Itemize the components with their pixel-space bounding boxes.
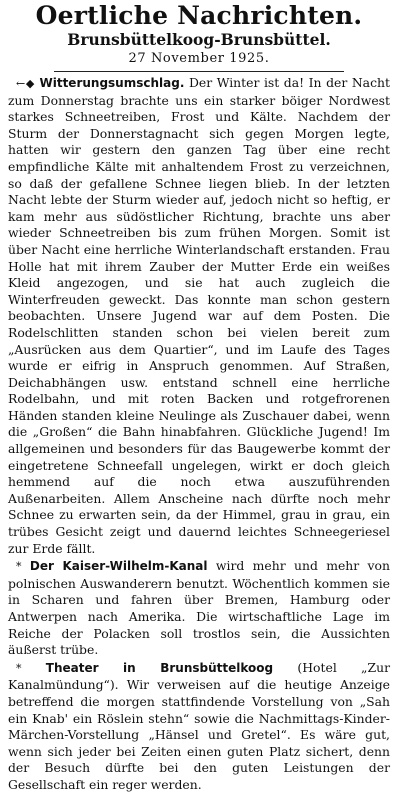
article-marker: ←◆ (16, 77, 35, 90)
article-marker: * (16, 560, 22, 574)
article-headline: Witterungsumschlag. (39, 76, 185, 90)
issue-date: 27 November 1925. (128, 51, 270, 66)
article-body: wird mehr und mehr von polnischen Auswanderern benutzt. Wöchentlich kommen sie in Scharen und fahren über Bremen, Hamburg oder Antwerpen nach Amerika. Die wirtschaftliche Lage im Reiche der Polacken soll trostlos sein, die Aussichten äußerst trübe. (8, 558, 390, 658)
article-body: (Hotel „Zur Kanalmündung“). Wir verweisen auf die heutige Anzeige betreffend die morgen stattfindende Vorstellung von „Sah ein Knab' ein Röslein stehn“ sowie die Nachmittags-Kinder-Märchen-Vorstellung „Hänsel und Gretel“. Es wäre gut, wenn sich jeder bei Zeiten einen guten Platz sichert, denn der Besuch dürfte bei den guten Leistungen der Gesellschaft ein reger werden. (8, 659, 390, 792)
article-theater (8, 660, 390, 794)
article-headline: Theater in Brunsbüttelkoog (45, 660, 274, 675)
article-weather (8, 75, 390, 557)
dateline: Brunsbüttelkoog-Brunsbüttel. (67, 30, 331, 49)
article-body: Der Winter ist da! In der Nacht zum Donnerstag brachte uns ein starker böiger Nordwest starkes Schneetreiben, Frost und Kälte. Nachdem der Sturm der Donnerstagnacht sich gegen Morgen legte, hatten wir gestern den ganzen Tag über eine recht empfindliche Kälte mit anhaltendem Frost zu verzeichnen, so daß der gefallene Schnee liegen blieb. In der letzten Nacht lebte der Sturm wieder auf, jedoch nicht so heftig, er kam mehr aus südöstlicher Richtung, brachte uns aber wieder Schneetreiben bis zum frühen Morgen. Somit ist über Nacht eine herrliche Winterlandschaft erstanden. Frau Holle hat mit ihrem Zauber der Mutter Erde ein weißes Kleid angezogen, und sie hat auch zugleich die Winterfreuden geweckt. Das konnte man schon gestern beobachten. Unsere Jugend war auf dem Posten. Die Rodelschlitten standen schon bei vielen bereit zum „Ausrücken aus dem Quartier“, und im Laufe des Tages wurde er eifrig in Anspruch genommen. Auf Straßen, Deichabhängen usw. entstand schnell eine herrliche Rodelbahn, und mit roten Backen und rotgefrorenen Händen standen kleine Neulinge als Zuschauer dabei, wenn die „Großen“ die Bahn hinabfahren. Glückliche Jugend! Im allgemeinen und besonders für das Baugewerbe kommt der eingetretene Schneefall ungelegen, wirkt er doch gleich hemmend auf die noch etwa auszuführenden Außenarbeiten. Allem Anscheine nach dürfte noch mehr Schnee zu erwarten sein, da der Himmel, grau in grau, ein trübes Gesicht zeigt und dauernd leichtes Schneegeriesel zur Erde fällt. (8, 75, 390, 556)
newspaper-column (8, 1, 390, 792)
article-canal (8, 558, 390, 659)
section-heading: Oertliche Nachrichten. (35, 1, 363, 30)
article-headline: Der Kaiser-Wilhelm-Kanal (29, 559, 208, 574)
article-marker: * (16, 661, 22, 675)
divider-rule (54, 71, 344, 72)
